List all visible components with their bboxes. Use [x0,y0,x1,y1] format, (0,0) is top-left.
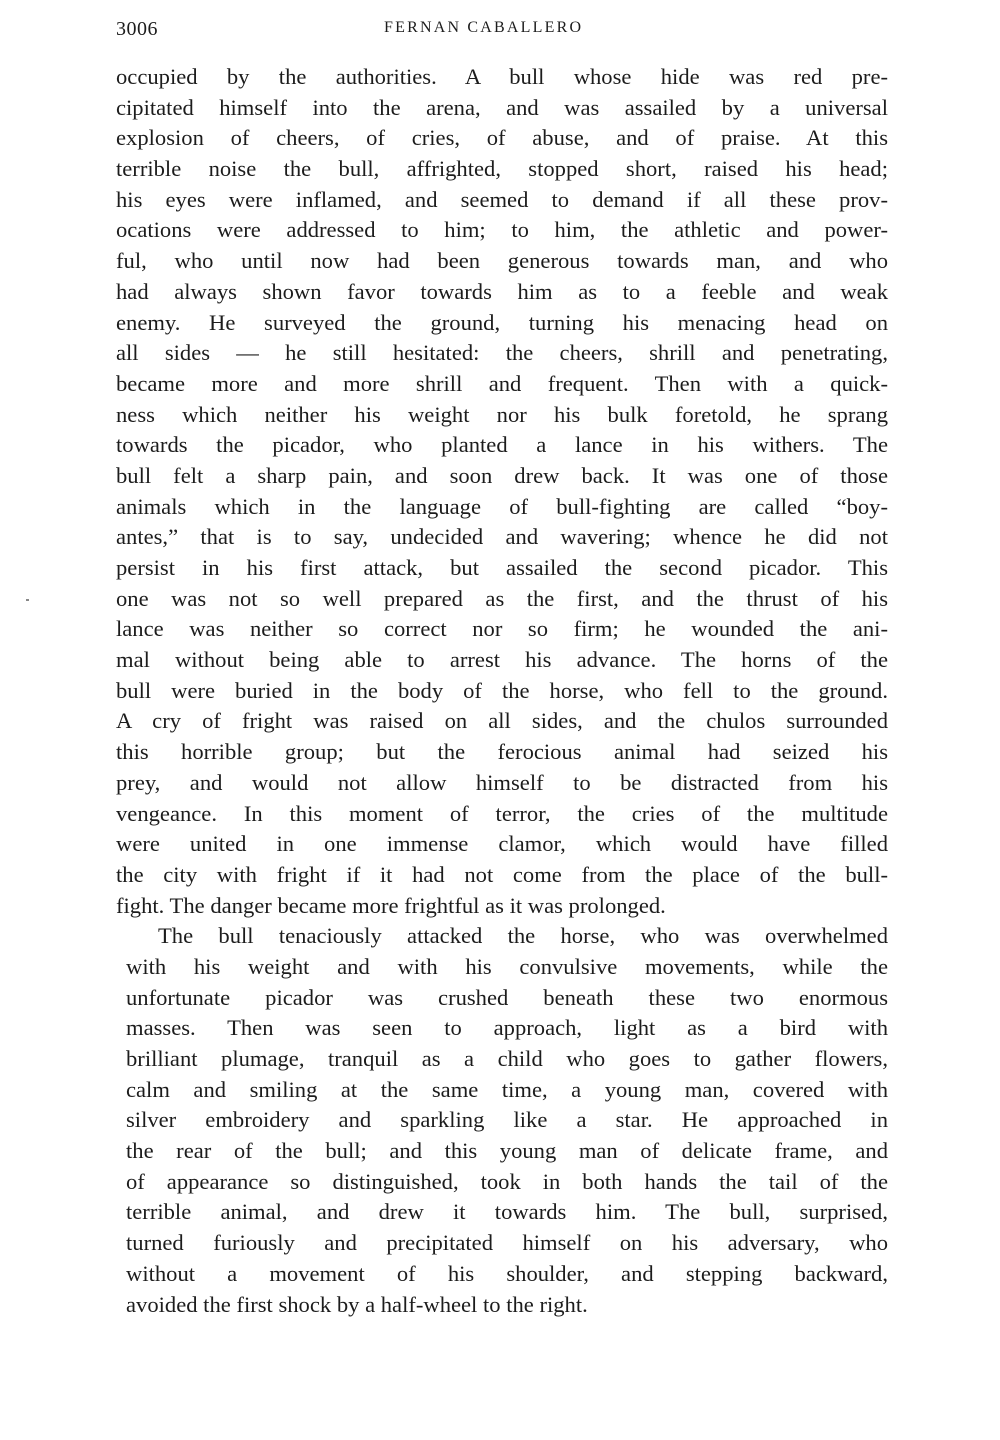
text-line: masses. Then was seen to approach, light as a bird with [126,1015,888,1041]
text-line: mal without being able to arrest his advance. The horns of the [116,647,888,673]
text-line: occupied by the authorities. A bull whose hide was red pre- [116,64,888,89]
text-line: all sides — he still hesitated: the cheers, shrill and penetrating, [116,340,888,366]
page-header [116,18,888,44]
text-line: had always shown favor towards him as to a feeble and weak [116,278,888,304]
text-line: turned furiously and precipitated himself on his adversary, who [126,1230,888,1256]
page-number: 3006 [116,18,158,40]
text-line: enemy. He surveyed the ground, turning his menacing head on [116,309,888,335]
text-line: his eyes were inflamed, and seemed to demand if all these prov- [116,186,888,212]
text-line: terrible noise the bull, affrighted, stopped short, raised his head; [116,156,888,182]
text-line: were united in one immense clamor, which would have filled [116,831,888,857]
text-line: without a movement of his shoulder, and stepping backward, [126,1260,888,1286]
text-line: cipitated himself into the arena, and was assailed by a universal [116,94,888,120]
text-line: The bull tenaciously attacked the horse, who was overwhelmed [158,923,888,949]
text-line: ness which neither his weight nor his bulk foretold, he sprang [116,401,888,427]
text-line: towards the picador, who planted a lance in his withers. The [116,432,888,458]
text-line: bull felt a sharp pain, and soon drew back. It was one of those [116,462,888,488]
text-line: vengeance. In this moment of terror, the cries of the multitude [116,800,888,826]
text-line: one was not so well prepared as the first, and the thrust of his [116,585,888,611]
text-line: this horrible group; but the ferocious animal had seized his [116,739,888,765]
text-line: antes,” that is to say, undecided and wavering; whence he did not [116,524,888,550]
text-line: bull were buried in the body of the horse, who fell to the ground. [116,677,888,703]
text-line: persist in his first attack, but assailed the second picador. This [116,555,888,580]
text-line: with his weight and with his convulsive movements, while the [126,953,888,979]
text-line: animals which in the language of bull-fighting are called “boy- [116,493,888,519]
text-line: explosion of cheers, of cries, of abuse, and of praise. At this [116,125,888,151]
text-line: fight. The danger became more frightful as it was prolonged. [116,892,666,918]
text-line: brilliant plumage, tranquil as a child who goes to gather flowers, [126,1046,888,1071]
paragraph [116,921,888,1320]
text-line: unfortunate picador was crushed beneath these two enormous [126,984,888,1010]
margin-speck [26,599,29,601]
text-line: the rear of the bull; and this young man of delicate frame, and [126,1138,888,1164]
running-head: FERNAN CABALLERO [384,19,584,36]
text-line: of appearance so distinguished, took in both hands the tail of the [126,1168,888,1194]
text-line: avoided the first shock by a half-wheel to the right. [126,1291,588,1317]
text-line: lance was neither so correct nor so firm; he wounded the ani- [116,616,888,642]
text-line: ful, who until now had been generous towards man, and who [116,248,888,274]
text-line: calm and smiling at the same time, a young man, covered with [126,1076,888,1102]
paragraph [116,62,888,921]
text-line: A cry of fright was raised on all sides, and the chulos surrounded [116,708,888,734]
text-line: terrible animal, and drew it towards him. The bull, surprised, [126,1199,888,1225]
text-line: ocations were addressed to him; to him, the athletic and power- [116,217,888,243]
text-line: became more and more shrill and frequent. Then with a quick- [116,370,888,396]
text-line: silver embroidery and sparkling like a star. He approached in [126,1107,888,1133]
text-line: prey, and would not allow himself to be distracted from his [116,769,888,795]
text-line: the city with fright if it had not come from the place of the bull- [116,861,888,887]
page-body [116,62,888,1320]
